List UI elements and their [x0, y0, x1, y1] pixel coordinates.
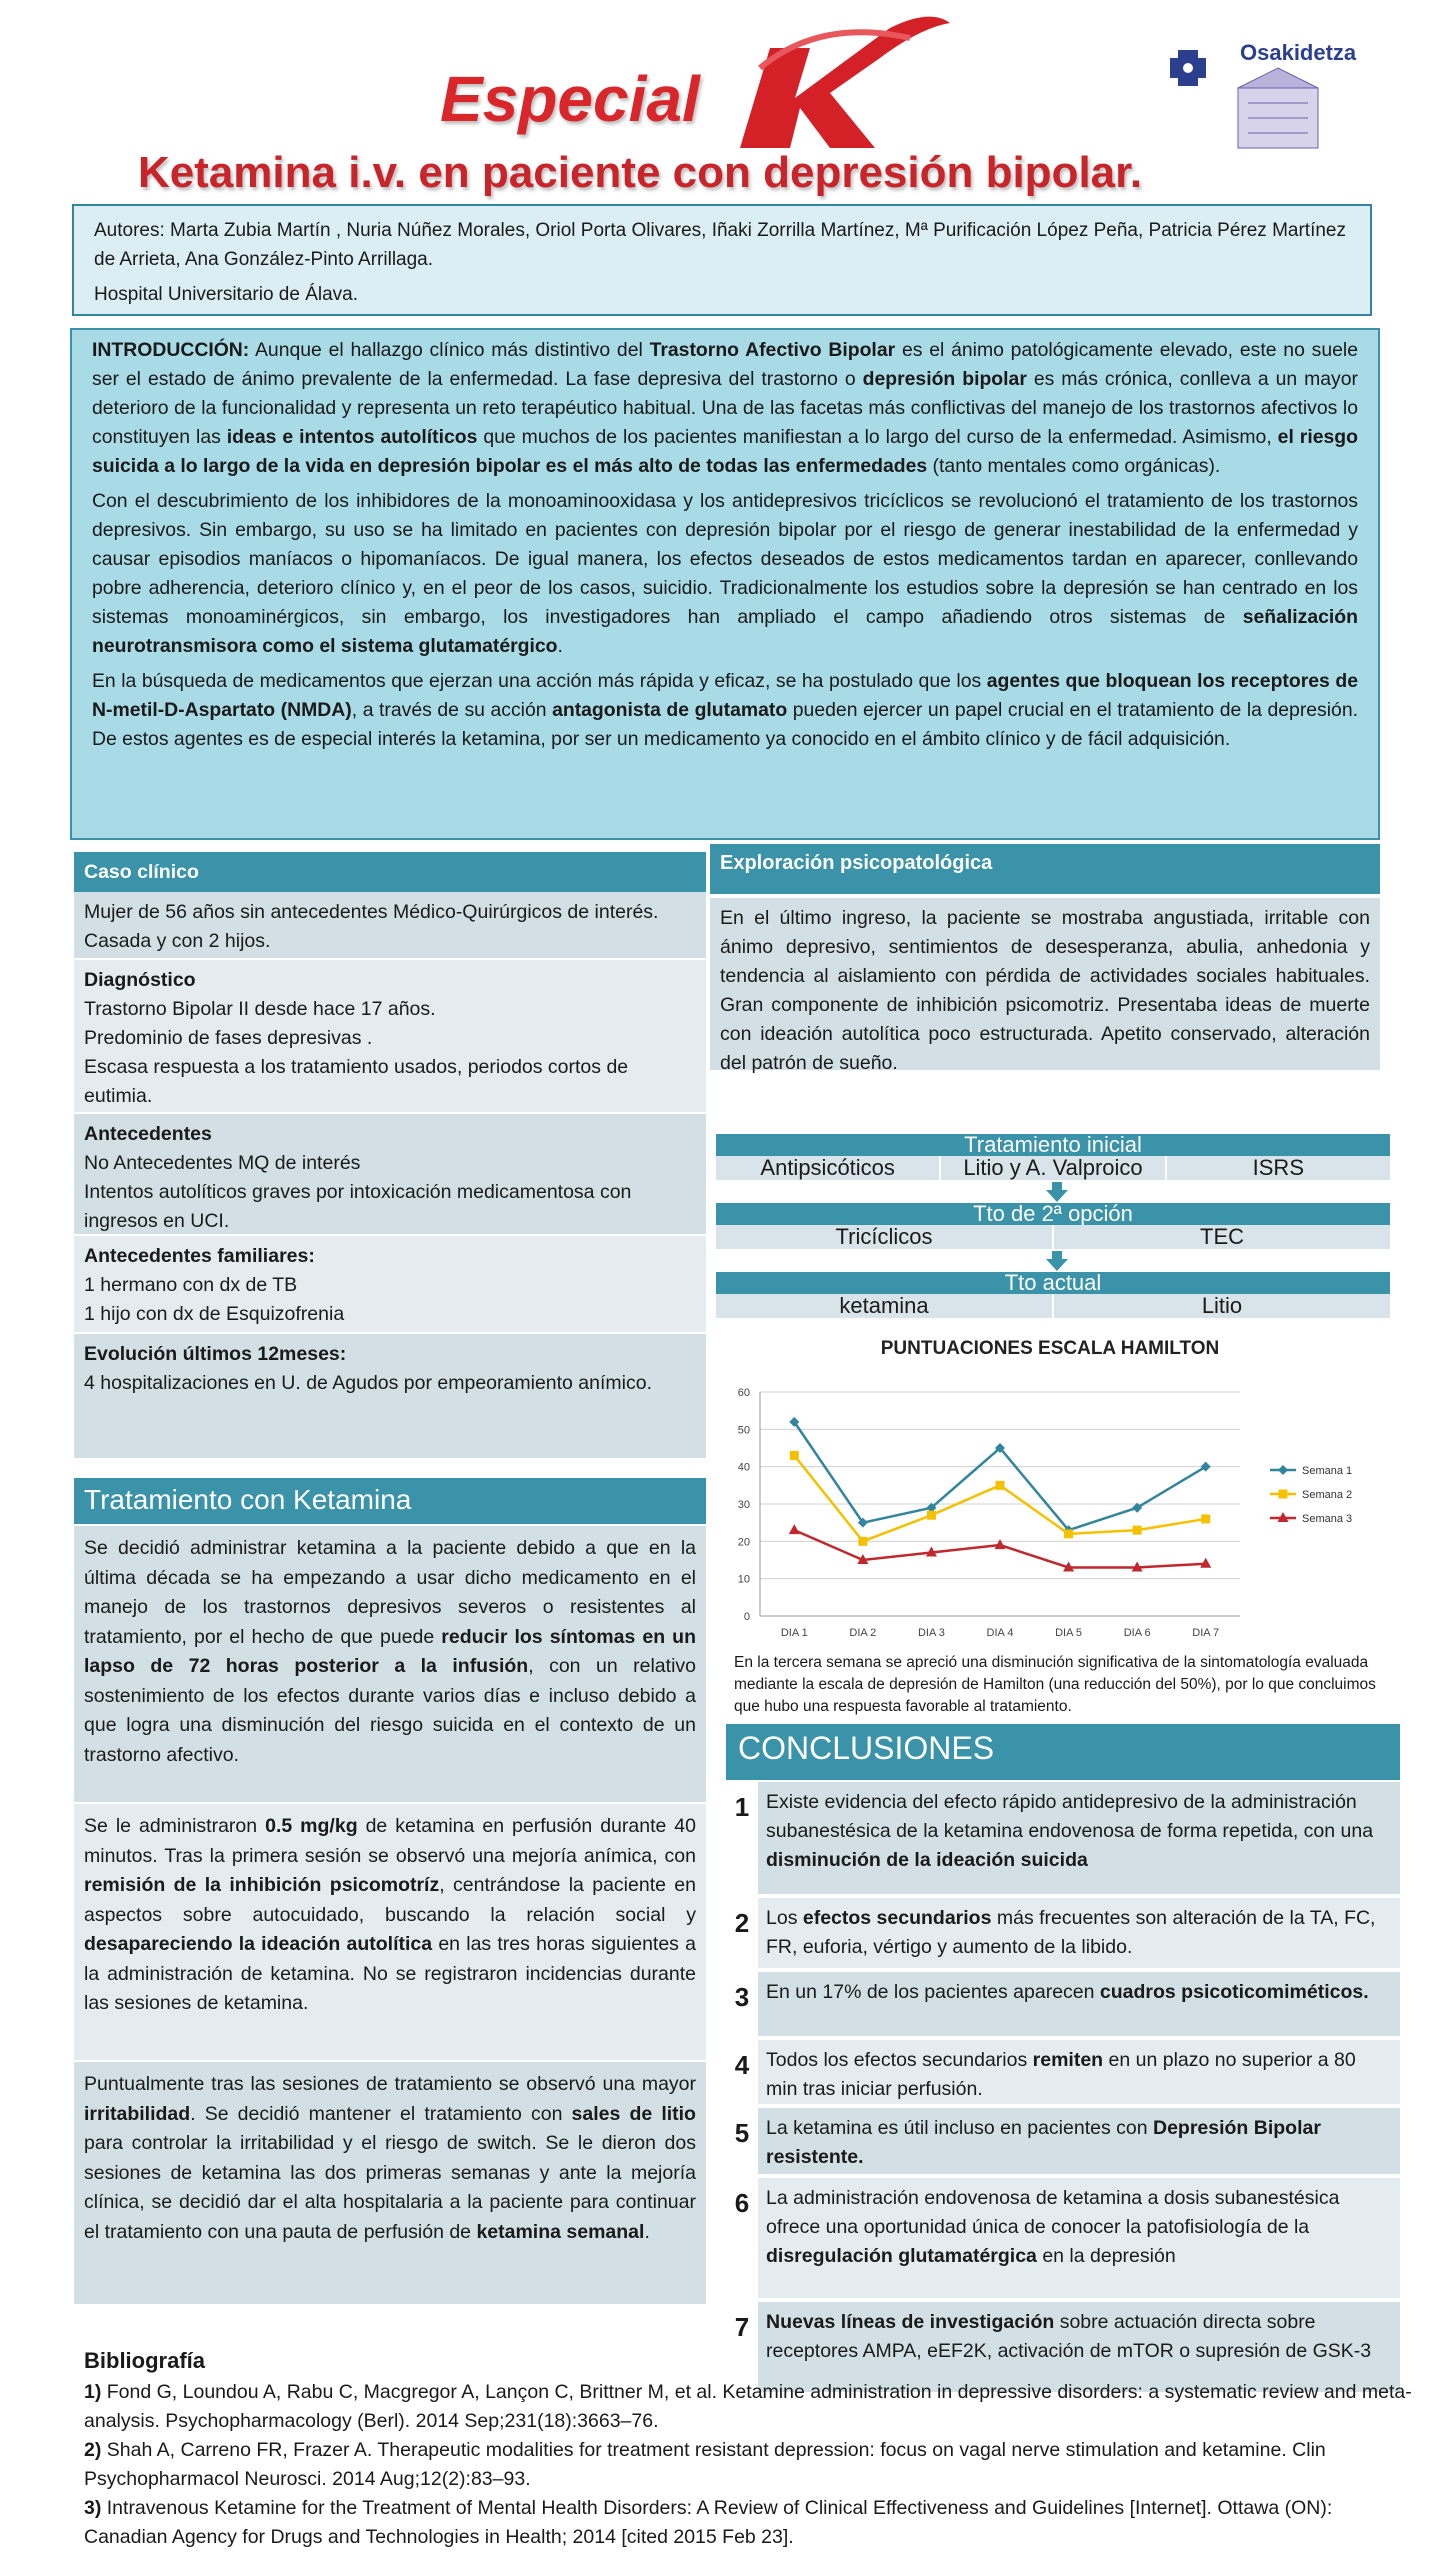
y-tick-label: 30 [737, 1499, 750, 1511]
chart-title: PUNTUACIONES ESCALA HAMILTON [880, 1338, 1220, 1359]
hamilton-chart [720, 1330, 1380, 1660]
authors-line: Autores: Marta Zubia Martín , Nuria Núñez Morales, Oriol Porta Olivares, Iñaki Zorrilla Martínez, Mª Purificación López Peña, Patricia Pérez Martínez de Arrieta, Ana González-Pinto Arrillaga. [94, 220, 1346, 270]
diagnostico-title: Diagnóstico [84, 969, 196, 991]
conclusion-text: Todos los efectos secundarios remiten en un plazo no superior a 80 min tras iniciar perfusión. [758, 2040, 1400, 2104]
exploracion-title: Exploración psicopatológica [710, 844, 1380, 894]
conclusion-item [726, 2040, 1400, 2104]
data-point [1201, 1514, 1210, 1523]
diagnostico-line: Predominio de fases depresivas . [84, 1027, 373, 1049]
x-tick-label: DIA 6 [1123, 1627, 1151, 1639]
series-line [794, 1455, 1205, 1541]
y-tick-label: 0 [743, 1611, 750, 1623]
evolucion-line: 4 hospitalizaciones en U. de Agudos por empeoramiento anímico. [84, 1372, 653, 1394]
x-tick-label: DIA 3 [917, 1627, 945, 1639]
antecedentes-line: No Antecedentes MQ de interés [84, 1152, 361, 1174]
legend-marker [1279, 1490, 1288, 1499]
tratamiento-item: ketamina [716, 1294, 1054, 1318]
conclusion-item [726, 2178, 1400, 2298]
x-tick-label: DIA 5 [1055, 1627, 1083, 1639]
antecedentes-box [74, 1114, 706, 1234]
chart-caption: En la tercera semana se apreció una disminución significativa de la sintomatología evaluada mediante la escala de depresión de Hamilton (una reducción del 50%), por lo que concluimos que hubo una respuesta favorable al tratamiento. [734, 1654, 1376, 1715]
conclusion-number: 7 [726, 2302, 758, 2392]
tto-segunda-row [716, 1225, 1390, 1249]
ketamina-paragraph-3: Puntualmente tras las sesiones de tratamiento se observó una mayor irritabilidad. Se decidió mantener el tratamiento con sales de litio para controlar la irritabilidad y el riesgo de switch. Se le dieron dos sesiones de ketamina las dos primeras semanas y ante la mejoría clínica, se decidió dar el alta hospitalaria a la paciente para continuar el tratamiento con una pauta de perfusión de ketamina semanal. [74, 2062, 706, 2304]
intro-paragraph-1: INTRODUCCIÓN: Aunque el hallazgo clínico más distintivo del Trastorno Afectivo Bipolar es el ánimo patológicamente elevado, este no suele ser el estado de ánimo prevalente de la enfermedad. La fase depresiva del trastorno o depresión bipolar es más crónica, conlleva a un mayor deterioro de la funcionalidad y representa un reto terapéutico habitual. Una de las facetas más conflictivas del manejo de los trastornos afectivos lo constituyen las ideas e intentos autolíticos que muchos de los pacientes manifiestan a lo largo del curso de la enfermedad. Asimismo, el riesgo suicida a lo largo de la vida en depresión bipolar es el más alto de todas las enfermedades (tanto mentales como orgánicas). [92, 339, 1359, 477]
antecedentes-line: Intentos autolíticos graves por intoxicación medicamentosa con ingresos en UCI. [84, 1181, 632, 1232]
diagnostico-box [74, 960, 706, 1112]
series-line [794, 1422, 1205, 1530]
caso-title: Caso clínico [74, 852, 706, 892]
tto-actual-title: Tto actual [716, 1272, 1390, 1294]
x-tick-label: DIA 2 [849, 1627, 877, 1639]
conclusion-item [726, 1782, 1400, 1894]
tratamiento-inicial-row [716, 1156, 1390, 1180]
flow-arrow-stem [1052, 1251, 1062, 1259]
conclusion-item [726, 2108, 1400, 2174]
legend-label: Semana 2 [1302, 1489, 1353, 1501]
legend-marker [1278, 1465, 1288, 1475]
authors-box [72, 204, 1372, 316]
tratamiento-item: Litio [1201, 1293, 1243, 1318]
intro-paragraph-2: Con el descubrimiento de los inhibidores de la monoaminooxidasa y los antidepresivos tricíclicos se revolucionó el tratamiento de los trastornos depresivos. Sin embargo, su uso se ha limitado en pacientes con depresión bipolar por el riesgo de generar inestabilidad de la enfermedad y causar episodios maníacos o hipomaníacos. De igual manera, los efectos deseados de estos medicamentos tardan en aparecer, conllevando pobre adherencia, deterioro clínico y, en el peor de los casos, suicidio. Tradicionalmente los estudios sobre la depresión se han centrado en los sistemas monoaminérgicos, sin embargo, los investigadores han ampliado el campo añadiendo otros sistemas de señalización neurotransmisora como el sistema glutamatérgico. [92, 490, 1358, 657]
y-tick-label: 40 [737, 1461, 750, 1474]
y-tick-label: 10 [737, 1573, 750, 1586]
conclusion-number: 5 [726, 2108, 758, 2174]
flow-arrow-down-icon [1046, 1259, 1068, 1271]
antecedentes-familiares-line: 1 hijo con dx de Esquizofrenia [84, 1303, 345, 1325]
flow-arrow-down-icon [1046, 1190, 1068, 1202]
tto-actual-row [716, 1294, 1390, 1318]
flow-arrow-stem [1052, 1182, 1062, 1190]
x-tick-label: DIA 7 [1192, 1627, 1220, 1639]
bibliografia-item: 3) Intravenous Ketamine for the Treatment of Mental Health Disorders: A Review of Clinical Effectiveness and Guidelines [Internet]. Ottawa (ON): Canadian Agency for Drugs and Technologies in Health; 2014 [cited 2015 Feb 23]. [84, 2497, 1333, 2548]
diagnostico-line: Trastorno Bipolar II desde hace 17 años. [84, 998, 436, 1020]
page-title: Ketamina i.v. en paciente con depresión bipolar. [137, 148, 1143, 197]
hospital-line: Hospital Universitario de Álava. [94, 284, 359, 305]
y-tick-label: 60 [737, 1387, 750, 1399]
bibliografia-item: 1) Fond G, Loundou A, Rabu C, Macgregor A, Lançon C, Brittner M, et al. Ketamine administration in depressive disorders: a systematic review and meta-analysis. Psychopharmacology (Berl). 2014 Sep;231(18):3663–76. [84, 2381, 1412, 2432]
antecedentes-title: Antecedentes [84, 1123, 212, 1145]
data-point [789, 1524, 800, 1534]
conclusion-number: 1 [726, 1782, 758, 1894]
y-tick-label: 50 [737, 1424, 750, 1437]
brand-k-logo-icon [700, 8, 980, 158]
legend-label: Semana 1 [1302, 1465, 1353, 1477]
caso-description: Mujer de 56 años sin antecedentes Médico-Quirúrgicos de interés. Casada y con 2 hijos. [74, 892, 706, 958]
introduction-box [70, 328, 1380, 840]
ketamina-paragraph-1: Se decidió administrar ketamina a la paciente debido a que en la última década se ha empezando a usar dicho medicamento en el manejo de los trastornos depresivos severos o resistentes al tratamiento, por el hecho de que puede reducir los síntomas en un lapso de 72 horas posterior a la infusión, con un relativo sostenimiento de los efectos durante varios días e incluso debido a que logra una disminución del riesgo suicida en el contexto de un trastorno afectivo. [74, 1526, 706, 1802]
ketamina-title: Tratamiento con Ketamina [74, 1478, 706, 1524]
conclusion-number: 3 [726, 1972, 758, 2036]
data-point [790, 1451, 799, 1460]
data-point [1133, 1526, 1142, 1535]
bibliografia-list [84, 2378, 1414, 2552]
legend-label: Semana 3 [1302, 1513, 1353, 1525]
conclusion-number: 4 [726, 2040, 758, 2104]
data-point [927, 1511, 936, 1520]
x-tick-label: DIA 1 [780, 1627, 808, 1639]
tratamiento-item: TEC [1200, 1224, 1244, 1249]
y-tick-label: 20 [737, 1536, 750, 1549]
header-especial: Especial [440, 63, 700, 135]
data-point [1064, 1529, 1073, 1538]
conclusion-text: En un 17% de los pacientes aparecen cuadros psicoticomiméticos. [758, 1972, 1400, 2036]
diagnostico-line: Escasa respuesta a los tratamiento usados, periodos cortos de eutimia. [84, 1056, 629, 1107]
tratamiento-item: ISRS [1252, 1155, 1304, 1180]
conclusion-text: Existe evidencia del efecto rápido antidepresivo de la administración subanestésica de la ketamina endovenosa de forma repetida, con una disminución de la ideación suicida [758, 1782, 1400, 1894]
x-tick-label: DIA 4 [986, 1627, 1014, 1639]
intro-paragraph-3: En la búsqueda de medicamentos que ejerzan una acción más rápida y eficaz, se ha postulado que los agentes que bloquean los receptores de N-metil-D-Aspartato (NMDA), a través de su acción antagonista de glutamato pueden ejercer un papel crucial en el tratamiento de la depresión. De estos agentes es de especial interés la ketamina, por ser un medicamento ya conocido en el ámbito clínico y de fácil adquisición. [92, 670, 1359, 750]
tratamiento-item: Litio y A. Valproico [941, 1156, 1166, 1180]
data-point [995, 1539, 1006, 1549]
bibliografia-title: Bibliografía [84, 2348, 206, 2373]
conclusion-number: 2 [726, 1898, 758, 1968]
ketamina-paragraph-2: Se le administraron 0.5 mg/kg de ketamina en perfusión durante 40 minutos. Tras la primera sesión se observó una mejoría anímica, con remisión de la inhibición psicomotríz, centrándose la paciente en aspectos sobre autocuidado, buscando la relación social y desapareciendo la ideación autolítica en las tres horas siguientes a la administración de ketamina. No se registraron incidencias durante las sesiones de ketamina. [74, 1804, 706, 2060]
conclusion-text: La ketamina es útil incluso en pacientes con Depresión Bipolar resistente. [758, 2108, 1400, 2174]
conclusiones-title: CONCLUSIONES [726, 1724, 1400, 1780]
osakidetza-logo-text: Osakidetza [1240, 40, 1357, 65]
data-point [996, 1481, 1005, 1490]
antecedentes-familiares-box [74, 1236, 706, 1332]
tratamiento-item: Antipsicóticos [716, 1156, 941, 1180]
tratamiento-item: Tricíclicos [716, 1225, 1054, 1249]
evolucion-box [74, 1334, 706, 1458]
conclusion-text: La administración endovenosa de ketamina a dosis subanestésica ofrece una oportunidad única de conocer la patofisiología de la disregulación glutamatérgica en la depresión [758, 2178, 1400, 2298]
exploracion-text: En el último ingreso, la paciente se mostraba angustiada, irritable con ánimo depresivo, sentimientos de desesperanza, abulia, anhedonia y tendencia al aislamiento con pérdida de actividades sociales habituales. Gran componente de inhibición psicomotriz. Presentaba ideas de muerte con ideación autolítica poco estructurada. Apetito conservado, alteración del patrón de sueño. [710, 898, 1380, 1070]
conclusion-item [726, 1972, 1400, 2036]
conclusion-item [726, 1898, 1400, 1968]
data-point [858, 1537, 867, 1546]
antecedentes-familiares-title: Antecedentes familiares: [84, 1245, 315, 1267]
tratamiento-inicial-title: Tratamiento inicial [716, 1134, 1390, 1156]
conclusion-text: Los efectos secundarios más frecuentes son alteración de la TA, FC, FR, euforia, vértigo y aumento de la libido. [758, 1898, 1400, 1968]
tto-segunda-title: Tto de 2ª opción [716, 1203, 1390, 1225]
bibliografia-item: 2) Shah A, Carreno FR, Frazer A. Therapeutic modalities for treatment resistant depression: focus on vagal nerve stimulation and ketamine. Clin Psychopharmacol Neurosci. 2014 Aug;12(2):83–93. [84, 2439, 1326, 2490]
conclusion-text: Nuevas líneas de investigación sobre actuación directa sobre receptores AMPA, eEF2K, activación de mTOR o supresión de GSK-3 [758, 2302, 1400, 2392]
conclusion-number: 6 [726, 2178, 758, 2298]
antecedentes-familiares-line: 1 hermano con dx de TB [84, 1274, 298, 1296]
evolucion-title: Evolución últimos 12meses: [84, 1343, 347, 1365]
